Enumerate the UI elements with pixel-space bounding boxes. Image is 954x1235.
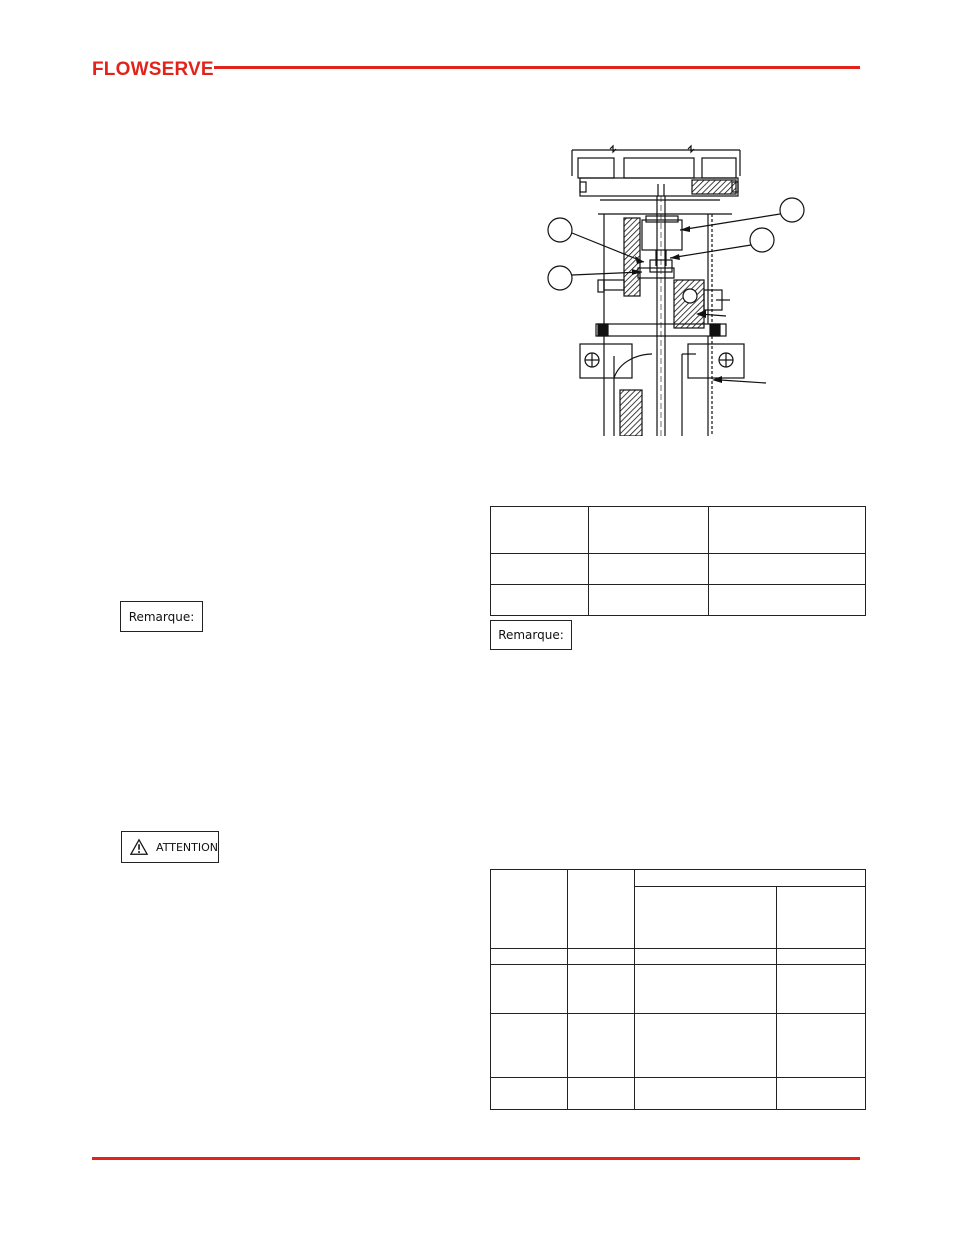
table-cell [634,1078,777,1110]
table-cell [491,1014,568,1078]
remarque-label: Remarque: [498,628,564,642]
table-cell [777,1014,866,1078]
table-row [491,585,866,616]
table-cell [777,965,866,1014]
table-cell [709,554,866,585]
table-cell [634,949,777,965]
pump-cross-section-figure [540,140,820,436]
table-cell [491,507,589,554]
table-cell [567,949,634,965]
table-row [491,949,866,965]
remarque-note-badge [120,601,203,632]
table-cell [634,870,865,887]
table-cell [491,554,589,585]
table-cell [491,870,568,949]
table-cell [567,1078,634,1110]
table-row [491,1014,866,1078]
table-cell [491,585,589,616]
table-cell [588,554,709,585]
table-cell [634,1014,777,1078]
table-row [491,870,866,887]
table-cell [777,1078,866,1110]
table-row [491,554,866,585]
table-cell [634,887,777,949]
table-cell [634,965,777,1014]
table-cell [491,965,568,1014]
table-cell [491,949,568,965]
footer-rule [92,1157,860,1160]
flowserve-logo [92,56,214,84]
header-rule [214,66,860,69]
remarque-label: Remarque: [128,609,195,624]
specification-table-1 [490,506,866,616]
table-cell [777,949,866,965]
table-row [491,965,866,1014]
table-cell [567,965,634,1014]
table-cell [588,507,709,554]
logo-text: FLOWSERVE [92,59,214,80]
table-cell [567,870,634,949]
table-cell [491,1078,568,1110]
attention-warning-badge [121,831,219,863]
pump-drawing-icon [540,140,820,436]
warning-triangle-icon [130,838,148,856]
table-row [491,1078,866,1110]
table-cell [567,1014,634,1078]
specification-table-2 [490,869,866,1110]
table-row [491,507,866,554]
remarque-note-badge [490,620,572,650]
table-cell [588,585,709,616]
table-cell [777,887,866,949]
table-cell [709,585,866,616]
attention-label: ATTENTION [156,840,218,854]
table-cell [709,507,866,554]
